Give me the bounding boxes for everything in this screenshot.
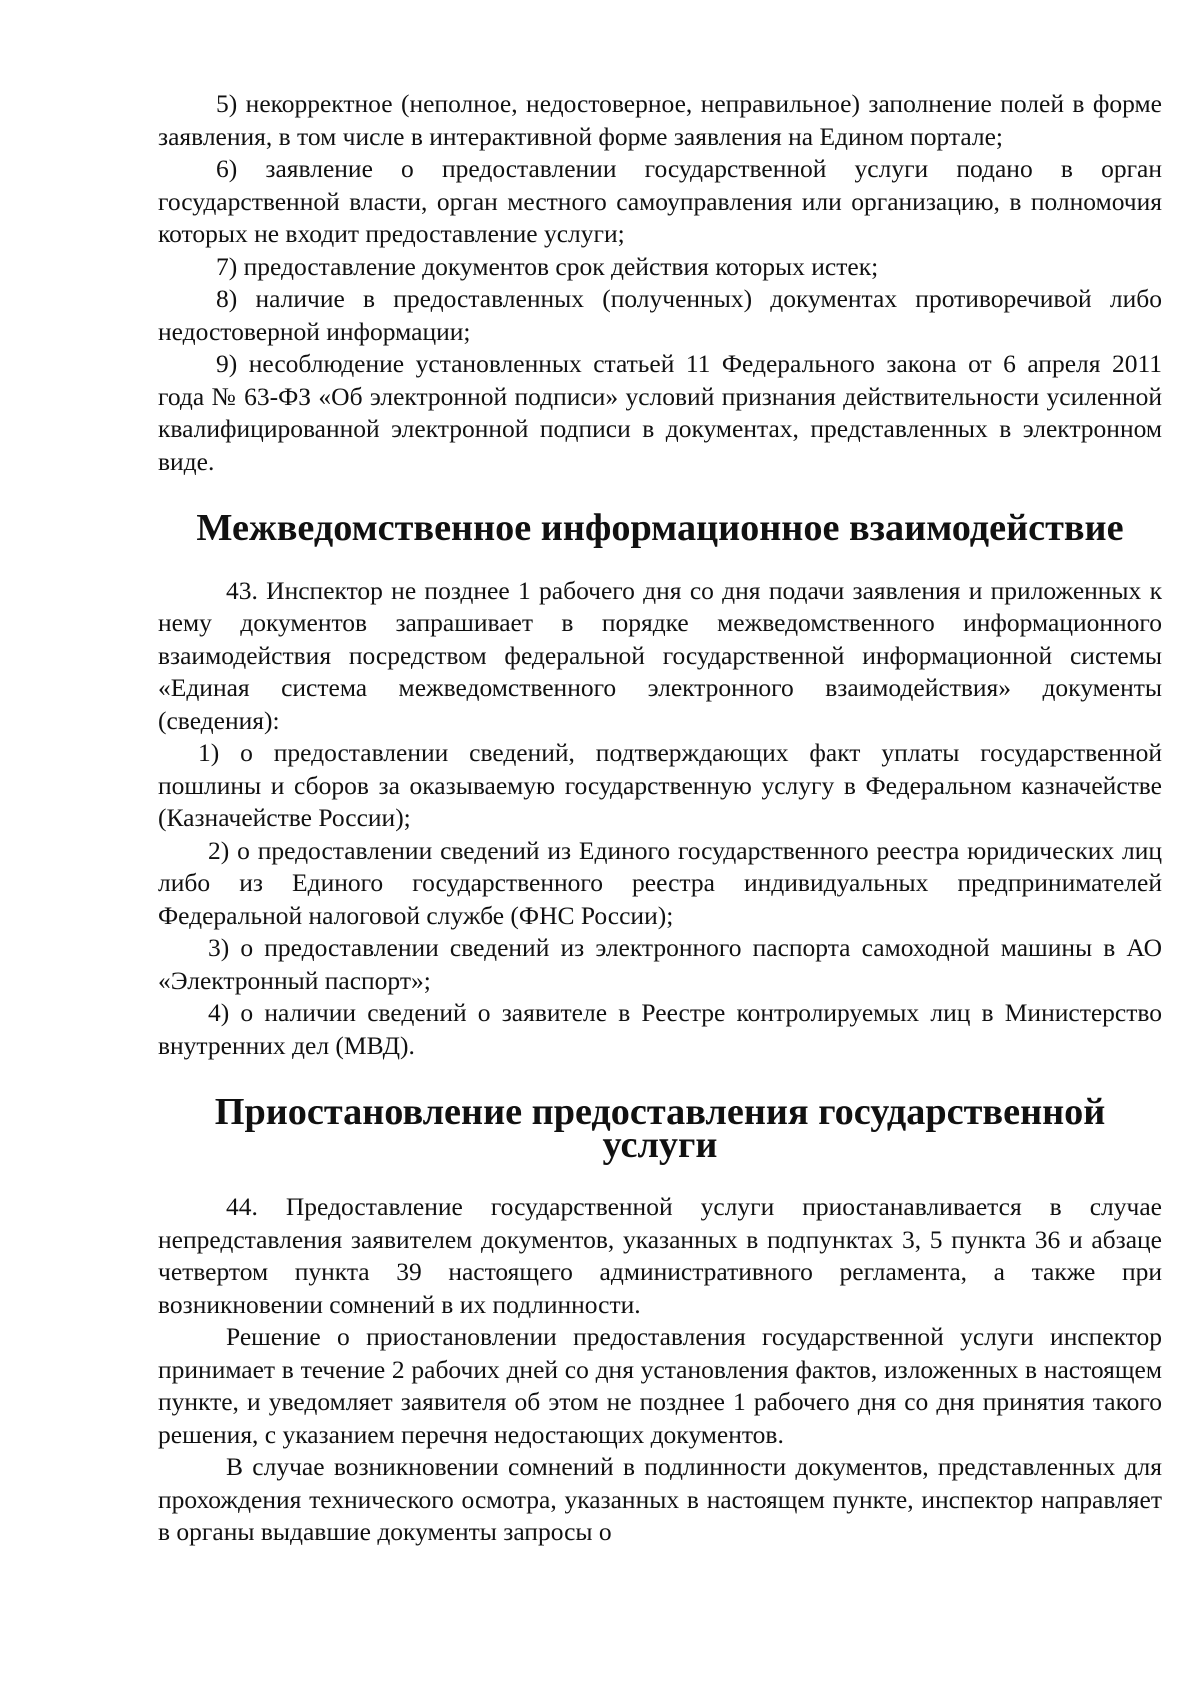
list-item-7: 7) предоставление документов срок действия которых истек;: [216, 251, 879, 281]
section-heading-suspension: Приостановление предоставления государственной услуги: [214, 1091, 1106, 1166]
sub-item-3: 3) о предоставлении сведений из электронного паспорта самоходной машины в АО «Электронный паспорт»;: [158, 933, 1162, 995]
section-heading-interagency: Межведомственное информационное взаимодействие: [196, 507, 1124, 549]
list-item-9: 9) несоблюдение установленных статьей 11 Федерального закона от 6 апреля 2011 года № 63-ФЗ «Об электронной подписи» условий признания действительности усиленной квалифицированной электронной подписи в документах, представленных в электронном виде.: [158, 349, 1162, 476]
list-item-8: 8) наличие в предоставленных (полученных) документах противоречивой либо недостоверной информации;: [158, 284, 1162, 346]
paragraph-44-decision: Решение о приостановлении предоставления государственной услуги инспектор принимает в течение 2 рабочих дней со дня установления фактов, изложенных в настоящем пункте, и уведомляет заявителя об этом не позднее 1 рабочего дня со дня принятия такого решения, с указанием перечня недостающих документов.: [158, 1322, 1162, 1449]
sub-item-2: 2) о предоставлении сведений из Единого государственного реестра юридических лиц либо из Единого государственного реестра индивидуальных предпринимателей Федеральной налоговой службе (ФНС России);: [158, 835, 1162, 930]
sub-item-4: 4) о наличии сведений о заявителе в Реестре контролируемых лиц в Министерство внутренних дел (МВД).: [158, 998, 1162, 1060]
paragraph-44: 44. Предоставление государственной услуги приостанавливается в случае непредставления заявителем документов, указанных в подпунктах 3, 5 пункта 36 и абзаце четвертом пункта 39 настоящего административного регламента, а также при возникновении сомнений в их подлинности.: [158, 1192, 1162, 1319]
paragraph-43: 43. Инспектор не позднее 1 рабочего дня со дня подачи заявления и приложенных к нему документов запрашивает в порядке межведомственного информационного взаимодействия посредством федеральной государственной информационной системы «Единая система межведомственного электронного взаимодействия» документы (сведения):: [158, 575, 1162, 735]
paragraph-44-doubts: В случае возникновении сомнений в подлинности документов, представленных для прохождения технического осмотра, указанных в настоящем пункте, инспектор направляет в органы выдавшие документы запросы о: [158, 1452, 1162, 1546]
sub-item-1: 1) о предоставлении сведений, подтверждающих факт уплаты государственной пошлины и сборов за оказываемую государственную услугу в Федеральном казначействе (Казначействе России);: [158, 738, 1162, 832]
list-item-5: 5) некорректное (неполное, недостоверное, неправильное) заполнение полей в форме заявления, в том числе в интерактивной форме заявления на Едином портале;: [158, 89, 1162, 151]
list-item-6: 6) заявление о предоставлении государственной услуги подано в орган государственной власти, орган местного самоуправления или организацию, в полномочия которых не входит предоставление услуги;: [158, 154, 1162, 248]
document-page: [158, 88, 1162, 1549]
